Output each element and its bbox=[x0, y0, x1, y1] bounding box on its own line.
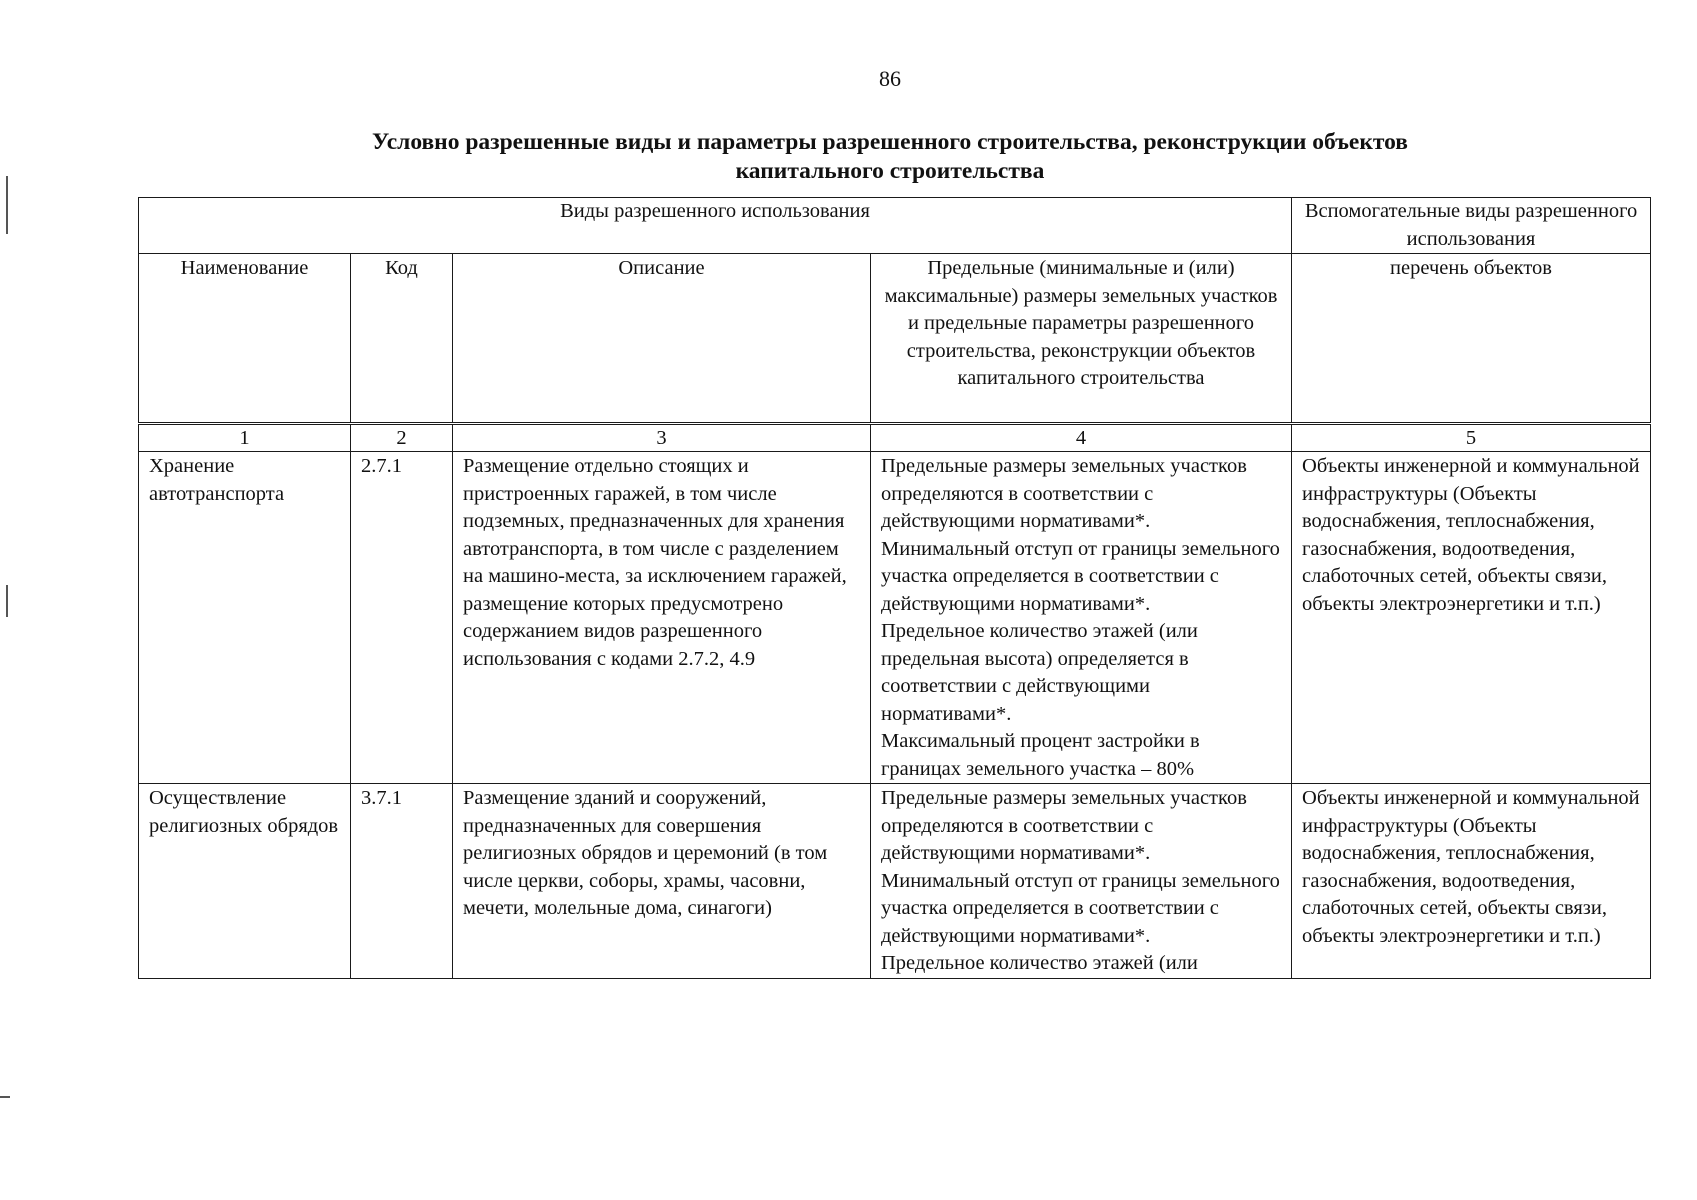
row-code: 2.7.1 bbox=[351, 452, 453, 784]
scan-edge-mark bbox=[6, 585, 8, 617]
param-paragraph: Минимальный отступ от границы земельного участка определяется в соответствии с действующими нормативами*. bbox=[881, 537, 1280, 615]
row-aux-objects: Объекты инженерной и коммунальной инфраструктуры (Объекты водоснабжения, теплоснабжения, газоснабжения, водоотведения, слаботочных сетей, объекты связи, объекты электроэнергетики и т.п.) bbox=[1292, 452, 1651, 784]
column-number: 3 bbox=[453, 424, 871, 452]
column-number: 5 bbox=[1292, 424, 1651, 452]
table-row bbox=[139, 452, 1651, 784]
page-number: 86 bbox=[879, 66, 901, 91]
column-header-params: Предельные (минимальные и (или) максимальные) размеры земельных участков и предельные параметры разрешенного строительства, реконструкции объектов капитального строительства bbox=[871, 254, 1292, 424]
row-name: Осуществление религиозных обрядов bbox=[139, 784, 351, 979]
param-paragraph: Предельное количество этажей (или bbox=[881, 952, 1198, 974]
row-description: Размещение отдельно стоящих и пристроенных гаражей, в том числе подземных, предназначенных для хранения автотранспорта, в том числе с разделением на машино-места, за исключением гаражей, размещение которых предусмотрено содержанием видов разрешенного использования с кодами 2.7.2, 4.9 bbox=[453, 452, 871, 784]
column-number: 4 bbox=[871, 424, 1292, 452]
column-number: 1 bbox=[139, 424, 351, 452]
group-header-main: Виды разрешенного использования bbox=[139, 198, 1292, 254]
param-paragraph: Максимальный процент застройки в границах земельного участка – 80% bbox=[881, 730, 1200, 780]
param-paragraph: Минимальный отступ от границы земельного участка определяется в соответствии с действующими нормативами*. bbox=[881, 869, 1280, 947]
row-params bbox=[871, 784, 1292, 979]
group-header-row bbox=[139, 198, 1651, 254]
row-description: Размещение зданий и сооружений, предназначенных для совершения религиозных обрядов и церемоний (в том числе церкви, соборы, храмы, часовни, мечети, молельные дома, синагоги) bbox=[453, 784, 871, 979]
table-row bbox=[139, 784, 1651, 979]
scan-edge-mark bbox=[0, 1096, 10, 1098]
column-header-objects: перечень объектов bbox=[1292, 254, 1651, 424]
column-header-row bbox=[139, 254, 1651, 424]
title-line-1: Условно разрешенные виды и параметры разрешенного строительства, реконструкции объектов bbox=[372, 129, 1408, 155]
column-header-description: Описание bbox=[453, 254, 871, 424]
column-number-row bbox=[139, 424, 1651, 452]
land-use-table bbox=[138, 197, 1651, 979]
param-paragraph: Предельные размеры земельных участков определяются в соответствии с действующими нормативами*. bbox=[881, 455, 1247, 532]
param-paragraph: Предельные размеры земельных участков определяются в соответствии с действующими нормативами*. bbox=[881, 787, 1247, 864]
title-line-2: капитального строительства bbox=[735, 158, 1045, 184]
scan-edge-mark bbox=[6, 176, 8, 234]
row-name: Хранение автотранспорта bbox=[139, 452, 351, 784]
row-code: 3.7.1 bbox=[351, 784, 453, 979]
row-aux-objects: Объекты инженерной и коммунальной инфраструктуры (Объекты водоснабжения, теплоснабжения, газоснабжения, водоотведения, слаботочных сетей, объекты связи, объекты электроэнергетики и т.п.) bbox=[1292, 784, 1651, 979]
group-header-aux: Вспомогательные виды разрешенного использования bbox=[1292, 198, 1651, 254]
row-params bbox=[871, 452, 1292, 784]
document-title bbox=[290, 128, 1490, 186]
column-header-code: Код bbox=[351, 254, 453, 424]
column-header-name: Наименование bbox=[139, 254, 351, 424]
column-number: 2 bbox=[351, 424, 453, 452]
param-paragraph: Предельное количество этажей (или предельная высота) определяется в соответствии с действующими нормативами*. bbox=[881, 620, 1198, 725]
